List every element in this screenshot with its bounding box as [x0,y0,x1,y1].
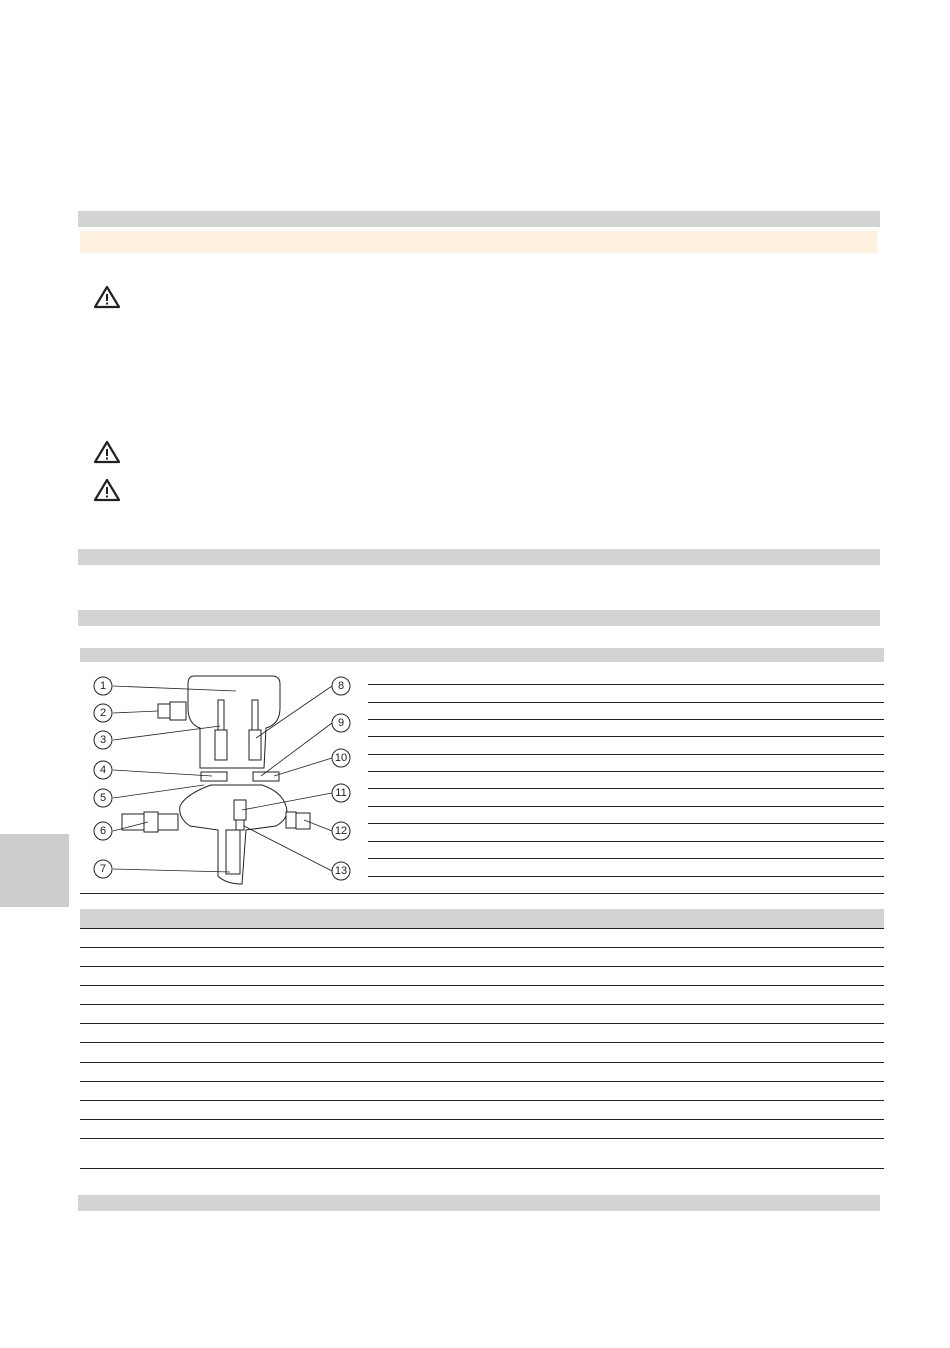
callout-number: 3 [99,734,107,746]
warning-triangle-icon [93,285,121,309]
callout-number: 11 [335,787,347,799]
legend-row-line [368,719,884,720]
callout-number: 2 [99,707,107,719]
chapter-side-tab [0,834,69,907]
legend-row-line [368,771,884,772]
callout-number: 10 [334,752,348,764]
legend-row-line [368,858,884,859]
harness-drawing [122,676,310,884]
spec-table-header [80,909,884,928]
legend-row-line [368,841,884,842]
section-header-bar [78,211,880,227]
harness-diagram [86,668,358,890]
legend-row-line [368,806,884,807]
callout-number: 12 [334,825,348,837]
warning-triangle-icon [93,478,121,502]
spec-table-row-line [80,947,884,948]
legend-row-line [368,736,884,737]
legend-row-line [368,684,884,685]
callout-number: 1 [99,680,107,692]
spec-table-row-line [80,1081,884,1082]
spec-table-row-line [80,985,884,986]
callout-number: 9 [337,717,345,729]
section-header-bar [78,610,880,626]
legend-row-line [368,702,884,703]
spec-table-row-line [80,1023,884,1024]
warning-triangle-icon [93,440,121,464]
spec-table-row-line [80,966,884,967]
spec-table-row-line [80,928,884,929]
legend-row-line [368,876,884,877]
section-header-bar [78,1195,880,1211]
callout-number: 6 [99,825,107,837]
spec-table-row-line [80,1062,884,1063]
callout-number: 8 [337,680,345,692]
spec-table-row-line [80,1042,884,1043]
spec-table-row-line [80,1119,884,1120]
highlight-note-bar [80,231,877,253]
section-header-bar [78,549,880,565]
legend-row-line [368,823,884,824]
spec-table-row-line [80,1004,884,1005]
parts-table-header [80,648,884,662]
legend-row-line [368,754,884,755]
callout-number: 5 [99,792,107,804]
callout-number: 7 [99,863,107,875]
spec-table-row-line [80,1100,884,1101]
callout-number: 4 [99,764,107,776]
spec-table-row-line [80,1138,884,1139]
callout-number: 13 [334,865,348,877]
parts-table-bottom-rule [80,893,884,894]
spec-table-row-line [80,1168,884,1169]
legend-row-line [368,788,884,789]
